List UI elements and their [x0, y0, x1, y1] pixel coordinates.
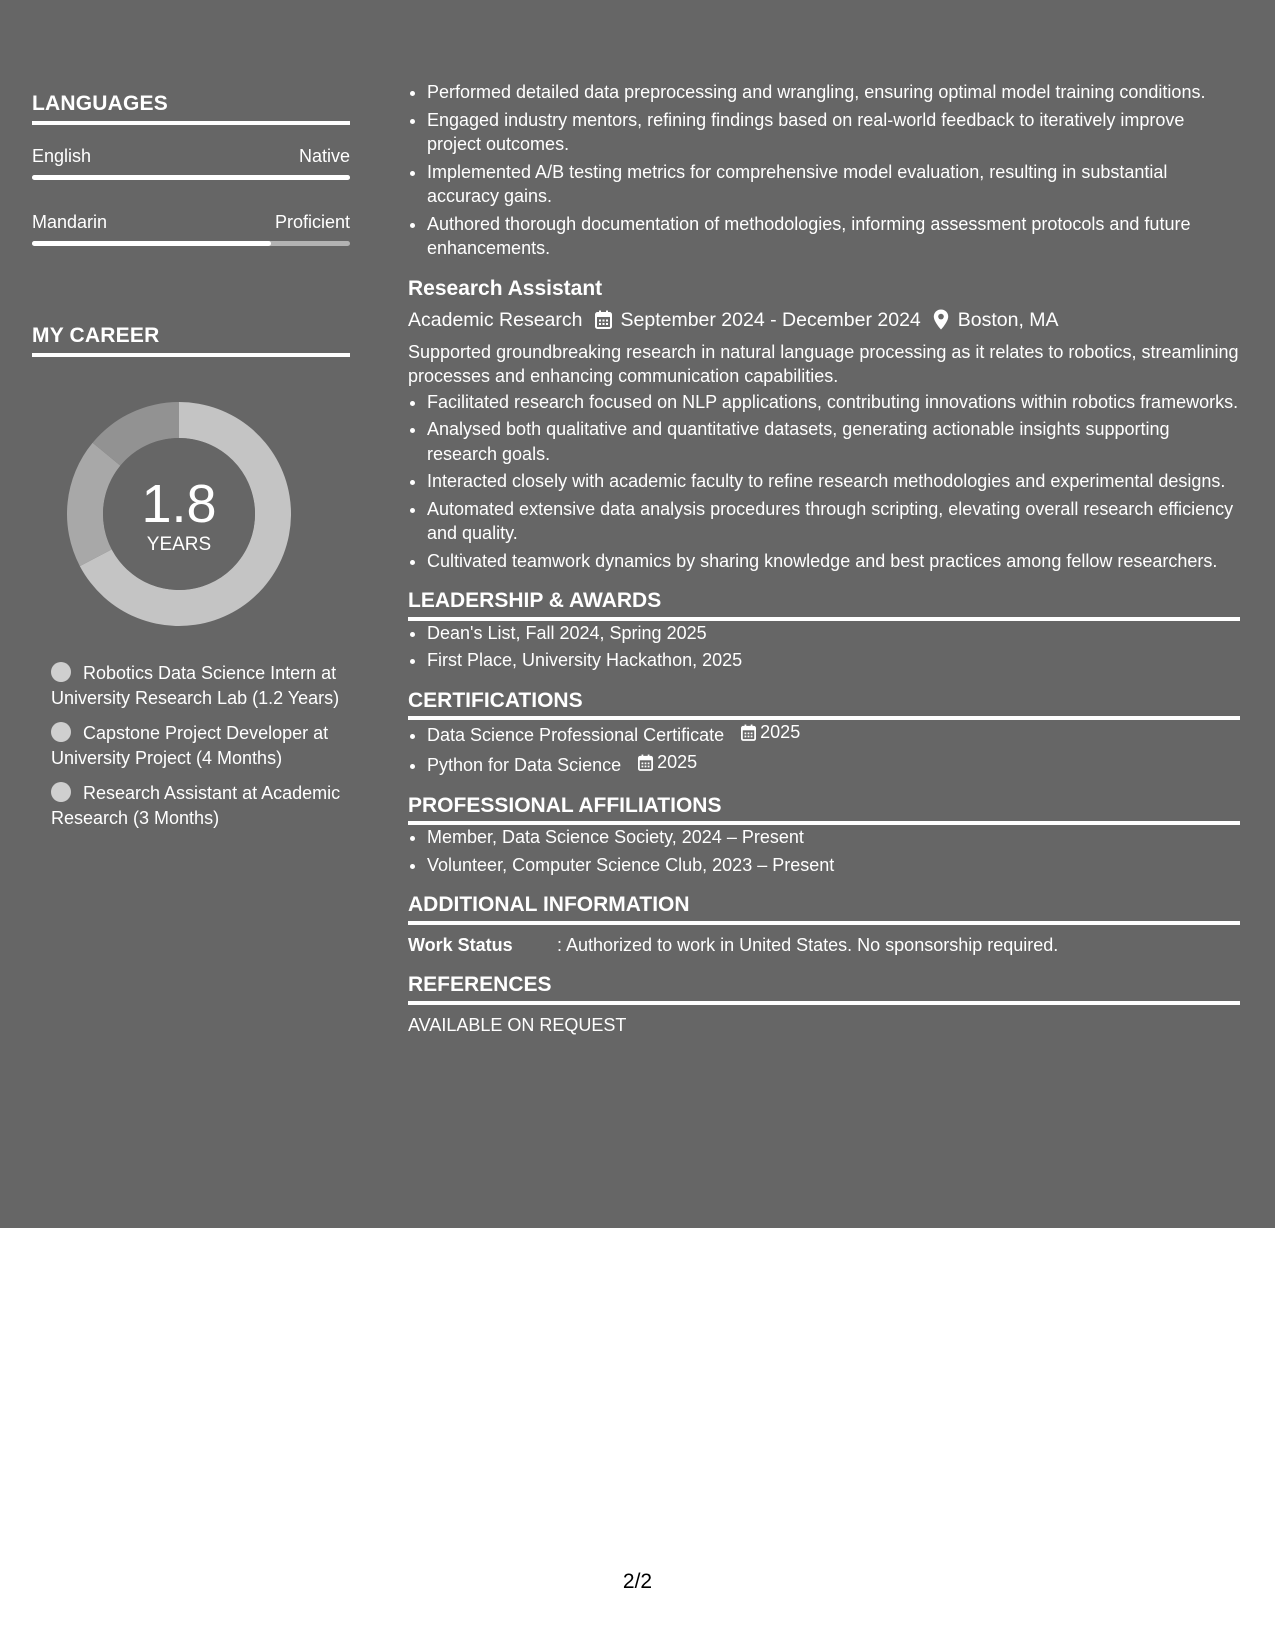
list-item: • Engaged industry mentors, refining findings based on real-world feedback to iteratively improve project outcomes. — [427, 108, 1240, 157]
leadership-heading: LEADERSHIP & AWARDS — [408, 589, 1240, 621]
career-legend — [51, 661, 341, 830]
certification-item: • Python for Data Science 2025 — [427, 750, 1240, 777]
career-total-unit: YEARS — [146, 534, 212, 555]
language-name: Mandarin — [32, 212, 108, 232]
language-item — [32, 145, 350, 180]
job-location: Boston, MA — [957, 308, 1059, 331]
work-status-row — [408, 933, 1240, 958]
certification-year: 2025 — [657, 752, 698, 773]
references-text: AVAILABLE ON REQUEST — [408, 1014, 627, 1035]
list-item: • Analysed both qualitative and quantitative datasets, generating actionable insights supporting research goals. — [427, 417, 1240, 466]
list-item: • Cultivated teamwork dynamics by sharing knowledge and best practices among fellow researchers. — [427, 549, 1240, 574]
list-item: • Performed detailed data preprocessing and wrangling, ensuring optimal model training conditions. — [427, 80, 1240, 105]
certification-item: • Data Science Professional Certificate 2025 — [427, 720, 1240, 747]
job-meta — [408, 305, 1240, 335]
career-total-value: 1.8 — [141, 474, 217, 534]
additional-info-heading: ADDITIONAL INFORMATION — [408, 893, 1240, 925]
career-section — [32, 324, 350, 830]
page-number: 2/2 — [622, 1570, 653, 1593]
list-item: • Dean's List, Fall 2024, Spring 2025 — [427, 621, 1240, 646]
legend-dot-icon — [51, 782, 71, 802]
career-heading: MY CAREER — [32, 324, 350, 357]
location-pin-icon — [933, 309, 949, 330]
main-content — [408, 80, 1240, 1037]
language-bar-fill — [32, 241, 271, 246]
job-title: Research Assistant — [408, 276, 603, 300]
job-description: Supported groundbreaking research in natural language processing as it relates to robotics, streamlining processes and enhancing communication capabilities. — [408, 341, 1239, 386]
language-level: Native — [298, 146, 350, 166]
language-item — [32, 211, 350, 246]
certification-year: 2025 — [760, 722, 801, 742]
legend-dot-icon — [51, 662, 71, 682]
career-legend-item: Research Assistant at Academic Research (3 Months) — [51, 783, 341, 828]
list-item: • Member, Data Science Society, 2024 – Present — [427, 825, 1240, 850]
career-donut-chart — [66, 401, 292, 627]
language-bar-fill — [32, 175, 350, 180]
list-item: • Volunteer, Computer Science Club, 2023 – Present — [427, 853, 1240, 878]
list-item: • Facilitated research focused on NLP applications, contributing innovations within robotics frameworks. — [427, 390, 1240, 415]
calendar-icon — [595, 310, 612, 329]
calendar-icon — [638, 754, 653, 771]
work-status-label: Work Status — [408, 934, 513, 955]
legend-dot-icon — [51, 722, 71, 742]
list-item: • Authored thorough documentation of methodologies, informing assessment protocols and future enhancements. — [427, 212, 1240, 261]
work-status-value: : Authorized to work in United States. No sponsorship required. — [557, 934, 1059, 955]
list-item: • First Place, University Hackathon, 2025 — [427, 648, 1240, 673]
leadership-list — [408, 621, 1240, 673]
job-dates: September 2024 - December 2024 — [620, 308, 921, 331]
previous-job-bullets — [408, 80, 1240, 261]
affiliations-heading: PROFESSIONAL AFFILIATIONS — [408, 794, 1240, 826]
calendar-icon — [741, 724, 756, 741]
career-legend-item: Robotics Data Science Intern at University Research Lab (1.2 Years) — [51, 663, 340, 708]
job-organization: Academic Research — [408, 308, 583, 331]
language-bar — [32, 175, 350, 180]
job-bullets — [408, 390, 1240, 574]
references-heading: REFERENCES — [408, 973, 1240, 1005]
list-item: • Implemented A/B testing metrics for comprehensive model evaluation, resulting in substantial accuracy gains. — [427, 160, 1240, 209]
list-item: • Interacted closely with academic faculty to refine research methodologies and experimental designs. — [427, 469, 1240, 494]
sidebar — [32, 92, 350, 841]
career-legend-item: Capstone Project Developer at University Project (4 Months) — [51, 723, 329, 768]
affiliations-list — [408, 825, 1240, 877]
certifications-heading: CERTIFICATIONS — [408, 689, 1240, 721]
certifications-list — [408, 720, 1240, 778]
list-item: • Automated extensive data analysis procedures through scripting, elevating overall research efficiency and quality. — [427, 497, 1240, 546]
language-level: Proficient — [274, 212, 350, 232]
languages-heading: LANGUAGES — [32, 92, 350, 125]
language-bar — [32, 241, 350, 246]
language-name: English — [32, 146, 92, 166]
